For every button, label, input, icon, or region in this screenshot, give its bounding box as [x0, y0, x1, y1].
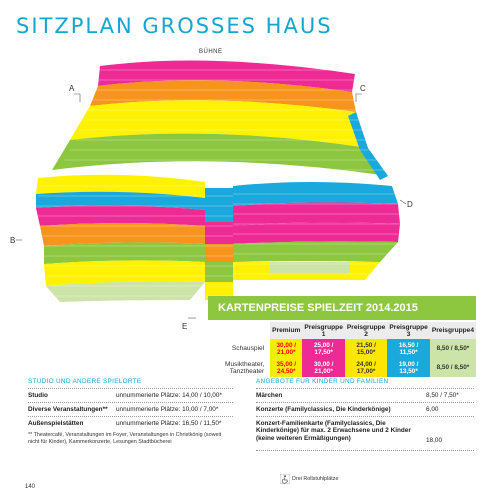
price-cell-group4: 8,50 / 8,50*	[430, 358, 476, 377]
studio-item-info: unnummerierte Plätze: 16,50 / 11,50*	[116, 420, 222, 427]
kids-item-name-text: Märchen	[256, 392, 283, 399]
divider	[256, 402, 474, 403]
studio-item-info: unnummerierte Plätze: 10,00 / 7,00*	[116, 406, 219, 413]
price-table	[208, 322, 476, 377]
studio-item-name	[28, 420, 83, 427]
price-cell-group2: 21,50 / 15,00*	[345, 339, 387, 358]
price-row-label: Schauspiel	[231, 345, 265, 352]
price-col-header: Preisgruppe 1	[304, 323, 343, 338]
studio-item-name	[28, 392, 48, 399]
price-cell-group4: 8,50 / 8,50*	[430, 339, 476, 358]
divider	[28, 416, 233, 417]
section-label-c: C	[360, 84, 366, 93]
price-cell-group1: 30,00 / 21,00*	[302, 358, 344, 377]
wheelchair-note: Drei Rollstuhlplätze	[292, 476, 339, 482]
kids-item-name-text: Konzerte (Familyclassics, Die Kinderkönige)	[256, 406, 391, 413]
price-col-header: Preisgruppe4	[430, 322, 476, 339]
page-number: 140	[25, 484, 36, 490]
price-panel-header: KARTENPREISE SPIELZEIT 2014.2015	[208, 296, 476, 320]
price-row	[208, 358, 476, 377]
center-magenta	[205, 222, 233, 244]
section-label-e: E	[182, 322, 188, 331]
kids-heading: ANGEBOTE FÜR KINDER UND FAMILIEN	[256, 378, 389, 385]
kids-item-name	[256, 420, 421, 442]
balcony-right-magenta2	[233, 222, 400, 244]
price-row-label: Musiktheater, Tanztheater	[224, 360, 265, 375]
section-label-a: A	[69, 84, 75, 93]
price-cell-group3: 16,50 / 11,50*	[387, 339, 429, 358]
balcony-right	[233, 182, 400, 280]
balcony-left-lightgreen	[46, 282, 205, 303]
wheelchair-icon	[280, 474, 290, 484]
price-table-corner	[208, 322, 270, 339]
kids-item-price: 6,00	[426, 406, 439, 413]
kids-item-name	[256, 392, 282, 399]
section-label-d: D	[407, 200, 413, 209]
price-cell-group2: 24,00 / 17,00*	[345, 358, 387, 377]
price-col-header: Preisgruppe 2	[346, 323, 386, 338]
price-table-header-row	[208, 322, 476, 339]
balcony-left	[36, 175, 205, 302]
section-label-b: B	[10, 236, 16, 245]
studio-item-name-text: Außenspielstätten	[28, 420, 84, 427]
price-row	[208, 339, 476, 358]
divider	[256, 388, 474, 389]
divider	[256, 416, 474, 417]
price-cell-group3: 19,00 / 13,50*	[387, 358, 429, 377]
studio-item-info: unnummerierte Plätze: 14,00 / 10,00*	[116, 392, 222, 399]
studio-item-name	[28, 406, 108, 413]
page-title: SITZPLAN GROSSES HAUS	[16, 14, 333, 38]
kids-item-price: 8,50 / 7,50*	[426, 392, 459, 399]
price-cell-premium: 30,00 / 21,00*	[270, 339, 302, 358]
studio-heading: STUDIO UND ANDERE SPIELORTE	[28, 378, 142, 385]
divider	[28, 402, 233, 403]
center-blue	[205, 188, 233, 222]
divider	[28, 388, 233, 389]
kids-item-price: 18,00	[426, 437, 442, 444]
center-orange	[205, 244, 233, 262]
balcony-right-green	[233, 241, 398, 262]
center-block	[205, 188, 233, 300]
studio-item-name-text: Diverse Veranstaltungen**	[28, 406, 108, 413]
kids-item-name-text: Konzert-Familienkarte (Familyclassics, Die Kinderkönige) für max. 2 Erwachsene und 2 Kinder (keine weiteren Ermäßigungen)	[256, 420, 411, 442]
center-green	[205, 262, 233, 282]
price-panel	[208, 296, 476, 377]
kids-item-name	[256, 406, 391, 413]
price-cell-premium: 35,00 / 24,50*	[270, 358, 302, 377]
price-col-header: Preisgruppe 3	[389, 323, 428, 338]
studio-item-name-text: Studio	[28, 392, 48, 399]
divider	[256, 450, 474, 451]
footnote: ** Theatercafé, Veranstaltungen im Foyer, Veranstaltungen in Christkönig (soweit nicht für Kinder), Kammerkonzerte, Lesungen Stadtbücherei	[28, 432, 222, 445]
stage-label: BÜHNE	[199, 49, 223, 55]
price-col-header: Premium	[270, 322, 302, 339]
price-cell-group1: 25,00 / 17,50*	[302, 339, 344, 358]
